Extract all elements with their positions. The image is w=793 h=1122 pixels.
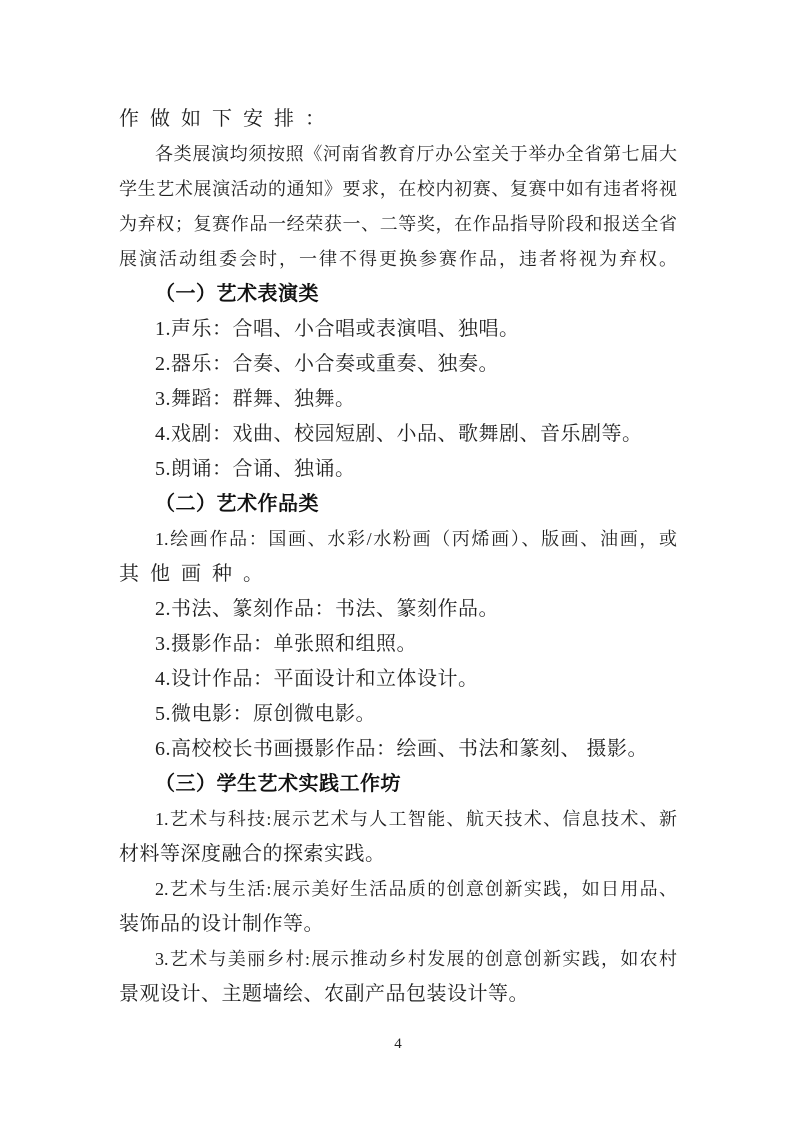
list-item-recitation: 5.朗诵：合诵、独诵。 bbox=[155, 458, 356, 480]
document-body bbox=[119, 102, 677, 1012]
section-heading-artworks: （二）艺术作品类 bbox=[155, 493, 319, 515]
paragraph-line: 作做如下安排： bbox=[119, 108, 336, 130]
section-heading-performance: （一）艺术表演类 bbox=[155, 283, 319, 305]
list-item-art-life: 2.艺术与生活:展示美好生活品质的创意创新实践，如日用品、 bbox=[155, 879, 677, 899]
list-item-microfilm: 5.微电影：原创微电影。 bbox=[155, 703, 376, 725]
list-item-instrumental: 2.器乐：合奏、小合奏或重奏、独奏。 bbox=[155, 353, 499, 375]
list-item-dance: 3.舞蹈：群舞、独舞。 bbox=[155, 388, 356, 410]
paragraph-line: 展演活动组委会时，一律不得更换参赛作品，违者将视为弃权。 bbox=[119, 249, 677, 269]
list-item-painting: 1.绘画作品：国画、水彩/水粉画（丙烯画）、版画、油画，或 bbox=[155, 529, 677, 549]
list-item-design: 4.设计作品：平面设计和立体设计。 bbox=[155, 668, 479, 690]
paragraph-line: 各类展演均须按照《河南省教育厅办公室关于举办全省第七届大 bbox=[155, 144, 677, 164]
list-item-photography: 3.摄影作品：单张照和组照。 bbox=[155, 633, 417, 655]
section-heading-workshop: （三）学生艺术实践工作坊 bbox=[155, 773, 401, 795]
paragraph-line: 为弃权；复赛作品一经荣获一、二等奖，在作品指导阶段和报送全省 bbox=[119, 214, 677, 234]
list-item-art-village: 3.艺术与美丽乡村:展示推动乡村发展的创意创新实践，如农村 bbox=[155, 949, 677, 969]
list-item-calligraphy: 2.书法、篆刻作品：书法、篆刻作品。 bbox=[155, 598, 499, 620]
paragraph-line: 学生艺术展演活动的通知》要求，在校内初赛、复赛中如有违者将视 bbox=[119, 179, 677, 199]
list-item-vocal: 1.声乐：合唱、小合唱或表演唱、独唱。 bbox=[155, 318, 520, 340]
list-item-art-village-cont: 景观设计、主题墙绘、农副产品包装设计等。 bbox=[119, 983, 529, 1005]
page-number: 4 bbox=[394, 1036, 402, 1052]
list-item-drama: 4.戏剧：戏曲、校园短剧、小品、歌舞剧、音乐剧等。 bbox=[155, 423, 643, 445]
list-item-art-technology-cont: 材料等深度融合的探索实践。 bbox=[119, 843, 386, 865]
list-item-president-works: 6.高校校长书画摄影作品：绘画、书法和篆刻、 摄影。 bbox=[155, 738, 648, 760]
list-item-art-technology: 1.艺术与科技:展示艺术与人工智能、航天技术、信息技术、新 bbox=[155, 809, 677, 829]
list-item-art-life-cont: 装饰品的设计制作等。 bbox=[119, 913, 324, 935]
list-item-painting-cont: 其他画种。 bbox=[119, 563, 274, 585]
